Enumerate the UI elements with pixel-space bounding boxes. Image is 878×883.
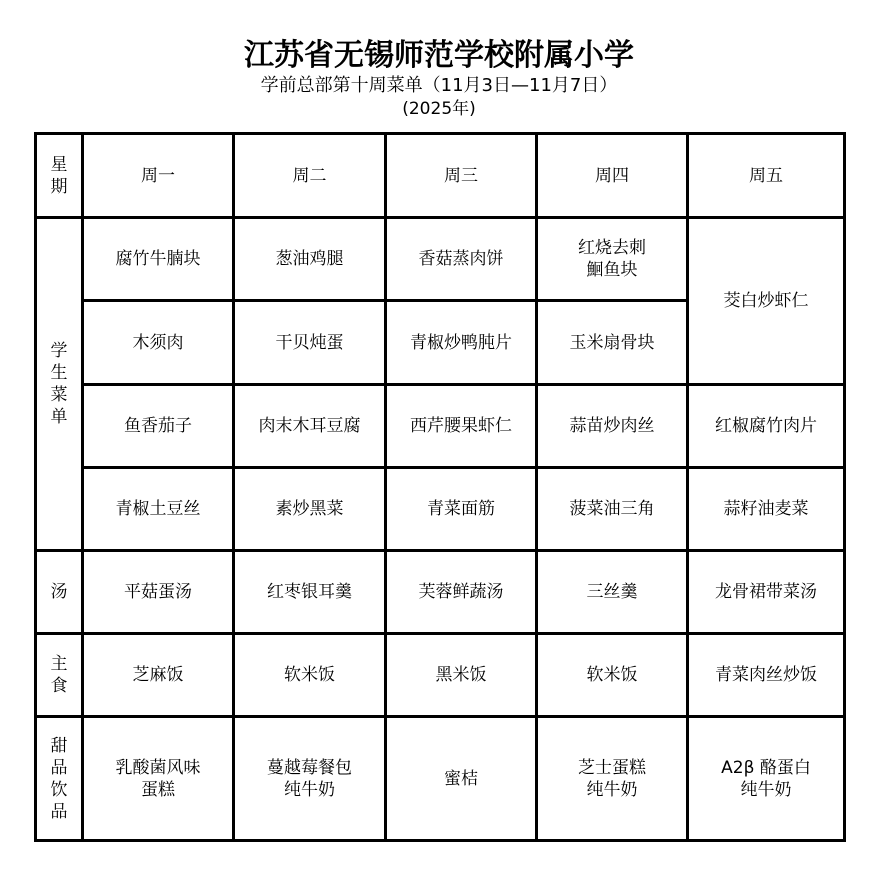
dessert-cell: A2β 酪蛋白 纯牛奶 [688, 717, 845, 841]
soup-row [36, 551, 845, 634]
table-row [36, 385, 845, 468]
dish-cell: 西芹腰果虾仁 [386, 385, 537, 468]
dessert-cell: 蔓越莓餐包 纯牛奶 [234, 717, 386, 841]
weekday-corner-label: 星 期 [36, 134, 83, 218]
table-header-row [36, 134, 845, 218]
dish-cell: 蒜苗炒肉丝 [537, 385, 688, 468]
day-header-monday: 周一 [83, 134, 234, 218]
dish-cell: 香菇蒸肉饼 [386, 218, 537, 301]
school-title: 江苏省无锡师范学校附属小学 [244, 38, 634, 73]
soup-cell: 平菇蛋汤 [83, 551, 234, 634]
staple-cell: 软米饭 [234, 634, 386, 717]
staple-row [36, 634, 845, 717]
dish-cell: 茭白炒虾仁 [688, 218, 845, 385]
day-header-tuesday: 周二 [234, 134, 386, 218]
staple-label: 主 食 [36, 634, 83, 717]
staple-cell: 芝麻饭 [83, 634, 234, 717]
dish-cell: 素炒黑菜 [234, 468, 386, 551]
staple-cell: 软米饭 [537, 634, 688, 717]
dish-cell: 干贝炖蛋 [234, 301, 386, 385]
soup-cell: 三丝羹 [537, 551, 688, 634]
dish-cell: 红烧去刺 鮰鱼块 [537, 218, 688, 301]
soup-cell: 红枣银耳羹 [234, 551, 386, 634]
menu-subtitle: 学前总部第十周菜单（11月3日—11月7日） [260, 75, 618, 96]
weekly-menu-table [34, 132, 846, 842]
dish-cell: 青椒土豆丝 [83, 468, 234, 551]
dessert-label: 甜 品 饮 品 [36, 717, 83, 841]
dish-cell: 肉末木耳豆腐 [234, 385, 386, 468]
dish-cell: 红椒腐竹肉片 [688, 385, 845, 468]
dish-cell: 玉米扇骨块 [537, 301, 688, 385]
dish-cell: 蒜籽油麦菜 [688, 468, 845, 551]
menu-header [0, 36, 878, 120]
table-row [36, 468, 845, 551]
day-header-wednesday: 周三 [386, 134, 537, 218]
menu-year: (2025年) [402, 99, 476, 119]
staple-cell: 青菜肉丝炒饭 [688, 634, 845, 717]
soup-label: 汤 [36, 551, 83, 634]
day-header-thursday: 周四 [537, 134, 688, 218]
dessert-row [36, 717, 845, 841]
soup-cell: 龙骨裙带菜汤 [688, 551, 845, 634]
dish-cell: 葱油鸡腿 [234, 218, 386, 301]
day-header-friday: 周五 [688, 134, 845, 218]
dessert-cell: 乳酸菌风味 蛋糕 [83, 717, 234, 841]
staple-cell: 黑米饭 [386, 634, 537, 717]
dessert-cell: 蜜桔 [386, 717, 537, 841]
dessert-cell: 芝士蛋糕 纯牛奶 [537, 717, 688, 841]
dish-cell: 青椒炒鸭肫片 [386, 301, 537, 385]
dish-cell: 腐竹牛腩块 [83, 218, 234, 301]
dish-cell: 鱼香茄子 [83, 385, 234, 468]
dish-cell: 青菜面筋 [386, 468, 537, 551]
student-menu-label: 学 生 菜 单 [36, 218, 83, 551]
dish-cell: 木须肉 [83, 301, 234, 385]
table-row [36, 218, 845, 301]
dish-cell: 菠菜油三角 [537, 468, 688, 551]
soup-cell: 芙蓉鲜蔬汤 [386, 551, 537, 634]
